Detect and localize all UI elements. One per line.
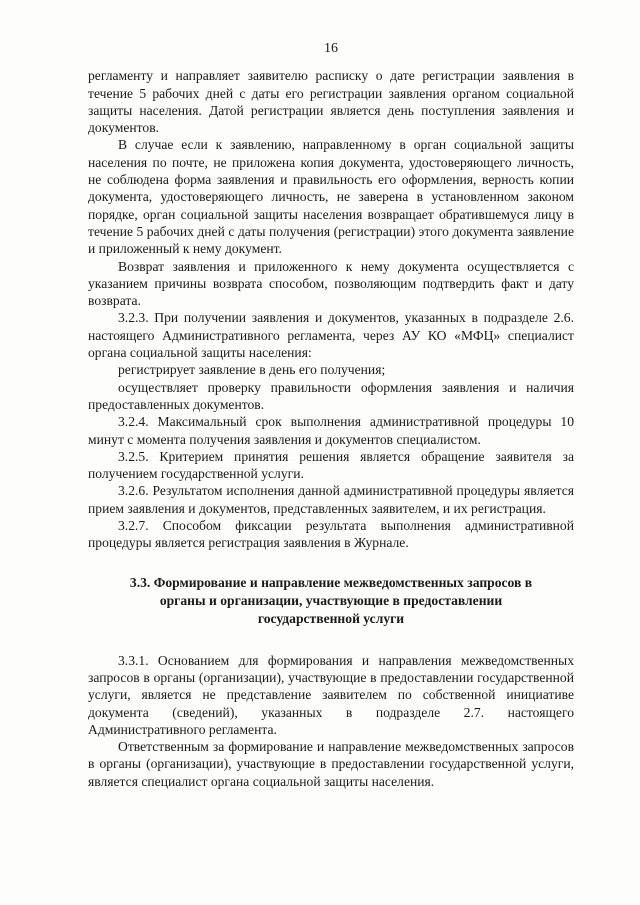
paragraph-return-method: Возврат заявления и приложенного к нему документа осуществляется с указанием причины возврата способом, позволяющим подтвердить факт и дату возврата.: [88, 258, 574, 309]
paragraph-3-3-1: 3.3.1. Основанием для формирования и направления межведомственных запросов в органы (организации), участвующие в предоставлении государственной услуги, является не представление заявителем по собственной инициативе документа (сведений), указанных в подразделе 2.7. настоящего Административного регламента.: [88, 652, 574, 737]
paragraph-responsible: Ответственным за формирование и направление межведомственных запросов в органы (организации), участвующие в предоставлении государственной услуги, является специалист органа социальной защиты населения.: [88, 739, 574, 789]
section-heading-line-2: органы и организации, участвующие в предоставлении: [159, 592, 503, 608]
page-number: 16: [324, 41, 338, 56]
paragraph-3-2-5: 3.2.5. Критерием принятия решения является обращение заявителя за получением государственной услуги.: [88, 448, 574, 482]
paragraph-3-2-6: 3.2.6. Результатом исполнения данной административной процедуры является прием заявления и документов, представленных заявителем, и их регистрация.: [88, 483, 574, 516]
paragraph-return-by-mail: В случае если к заявлению, направленному в орган социальной защиты населения по почте, не приложена копия документа, удостоверяющего личность, не соблюдена форма заявления и правильность его оформления, верность копии документа, удостоверяющего личность, не заверена в установленном законом порядке, орган социальной защиты населения возвращает обратившемуся лицу в течение 5 рабочих дней с даты получения (регистрации) этого документа заявление и приложенный к нему документ.: [88, 137, 574, 257]
paragraph-3-2-3: 3.2.3. При получении заявления и документов, указанных в подразделе 2.6. настоящего Административного регламента, через АУ КО «МФЦ» специалист органа социальной защиты населения:: [88, 310, 574, 361]
paragraph-registers: регистрирует заявление в день его получения;: [118, 362, 386, 378]
page-content: [88, 40, 574, 790]
paragraph-3-2-4: 3.2.4. Максимальный срок выполнения административной процедуры 10 минут с момента получения заявления и документов специалистом.: [88, 414, 574, 447]
section-heading-3-3: [88, 574, 574, 628]
paragraph-checks: осуществляет проверку правильности оформления заявления и наличия предоставленных документов.: [88, 379, 574, 412]
section-heading-line-1: 3.3. Формирование и направление межведомственных запросов в: [129, 574, 533, 590]
paragraph-3-2-7: 3.2.7. Способом фиксации результата выполнения административной процедуры является регистрация заявления в Журнале.: [88, 518, 574, 551]
section-heading-line-3: государственной услуги: [257, 610, 405, 626]
paragraph-continuation: регламенту и направляет заявителю расписку о дате регистрации заявления в течение 5 рабочих дней с даты его регистрации заявления органом социальной защиты населения. Датой регистрации является день поступления заявления и документов.: [88, 68, 574, 136]
